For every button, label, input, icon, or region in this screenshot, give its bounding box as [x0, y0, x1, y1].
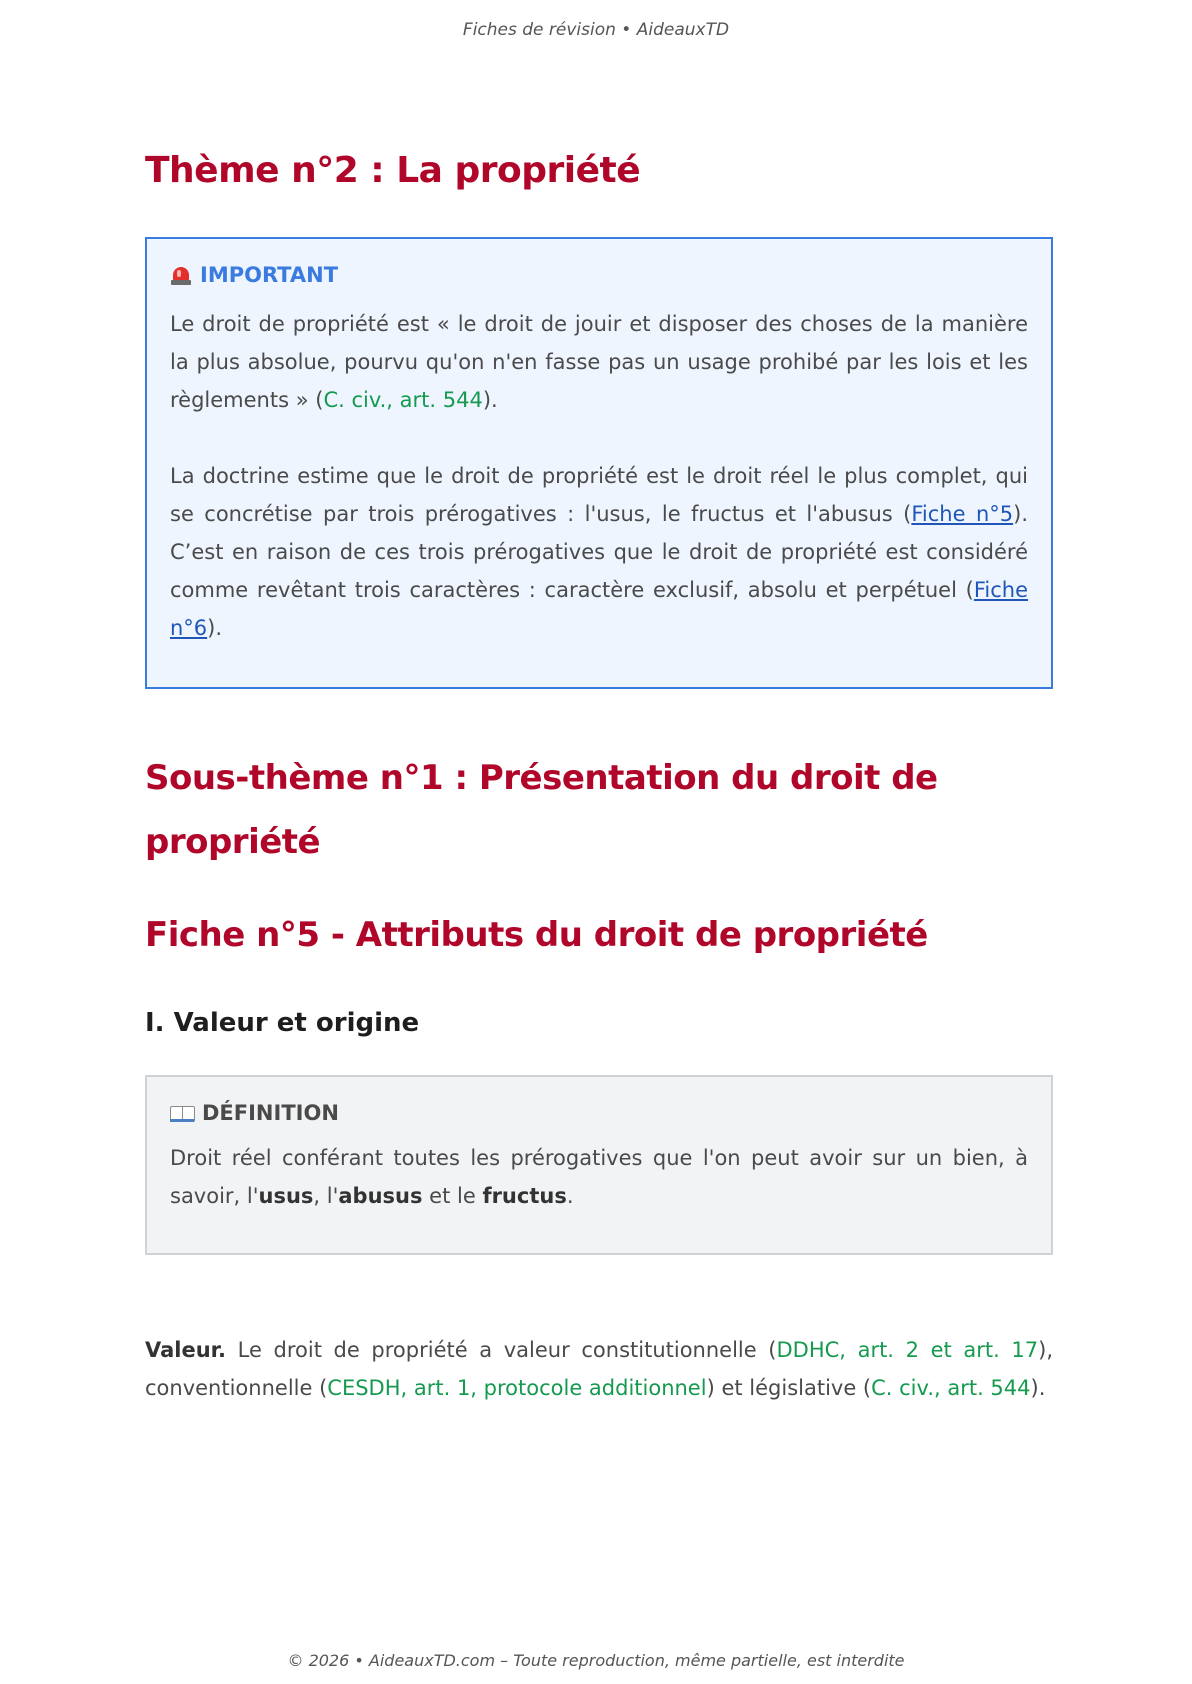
text-span: ). C’est en raison de ces trois prérogatives que le droit de propriété est considéré comme revêtant trois caractères : caractère exclusif, absolu et perpétuel (: [170, 502, 1028, 602]
valeur-paragraph: [145, 1331, 1053, 1407]
text-span: Le droit de propriété a valeur constitutionnelle (: [226, 1338, 777, 1362]
important-paragraph-1: [170, 305, 1028, 419]
fiche-5-link[interactable]: Fiche n°5: [911, 502, 1014, 526]
term-fructus: fructus: [482, 1184, 567, 1208]
text-span: ).: [207, 616, 223, 640]
definition-label: DÉFINITION: [202, 1101, 339, 1125]
page-footer: © 2026 • AideauxTD.com – Toute reproduction, même partielle, est interdite: [287, 1651, 905, 1670]
text-span: Le droit de propriété est « le droit de jouir et disposer des choses de la manière la plus absolue, pourvu qu'on n'en fasse pas un usage prohibé par les lois et les règlements » (: [170, 312, 1028, 412]
definition-callout-title: [170, 1101, 1028, 1125]
text-span: ), conventionnelle (: [145, 1338, 1053, 1400]
text-span: La doctrine estime que le droit de propriété est le droit réel le plus complet, qui se concrétise par trois prérogatives : l'usus, le fructus et l'abusus (: [170, 464, 1028, 526]
valeur-lead: Valeur.: [145, 1338, 227, 1362]
open-book-icon: [170, 1104, 194, 1122]
important-callout-title: [170, 263, 1028, 287]
theme-title: Thème n°2 : La propriété: [145, 150, 641, 191]
definition-callout: [145, 1075, 1053, 1255]
text-span: ).: [482, 388, 498, 412]
legal-reference: C. civ., art. 544: [323, 388, 483, 412]
fiche-6-link[interactable]: Fiche n°6: [170, 578, 1028, 640]
text-span: et le: [422, 1184, 483, 1208]
definition-text: [170, 1139, 1028, 1215]
siren-icon: [170, 264, 192, 286]
term-usus: usus: [258, 1184, 314, 1208]
term-abusus: abusus: [338, 1184, 423, 1208]
section-title: I. Valeur et origine: [145, 1008, 420, 1038]
text-span: Droit réel conférant toutes les prérogatives que l'on peut avoir sur un bien, à savoir, l': [170, 1146, 1028, 1208]
important-paragraph-2: [170, 457, 1028, 647]
text-span: ).: [1030, 1376, 1046, 1400]
text-span: , l': [313, 1184, 339, 1208]
legal-reference: C. civ., art. 544: [871, 1376, 1031, 1400]
text-span: .: [566, 1184, 574, 1208]
page-header: Fiches de révision • AideauxTD: [462, 20, 730, 40]
legal-reference: DDHC, art. 2 et art. 17: [776, 1338, 1039, 1362]
text-span: ) et législative (: [706, 1376, 872, 1400]
fiche-title: Fiche n°5 - Attributs du droit de propriété: [145, 915, 928, 955]
important-callout: [145, 237, 1053, 689]
legal-reference: CESDH, art. 1, protocole additionnel: [327, 1376, 707, 1400]
important-label: IMPORTANT: [200, 263, 339, 287]
subtheme-title: Sous-thème n°1 : Présentation du droit de propriété: [145, 758, 938, 862]
